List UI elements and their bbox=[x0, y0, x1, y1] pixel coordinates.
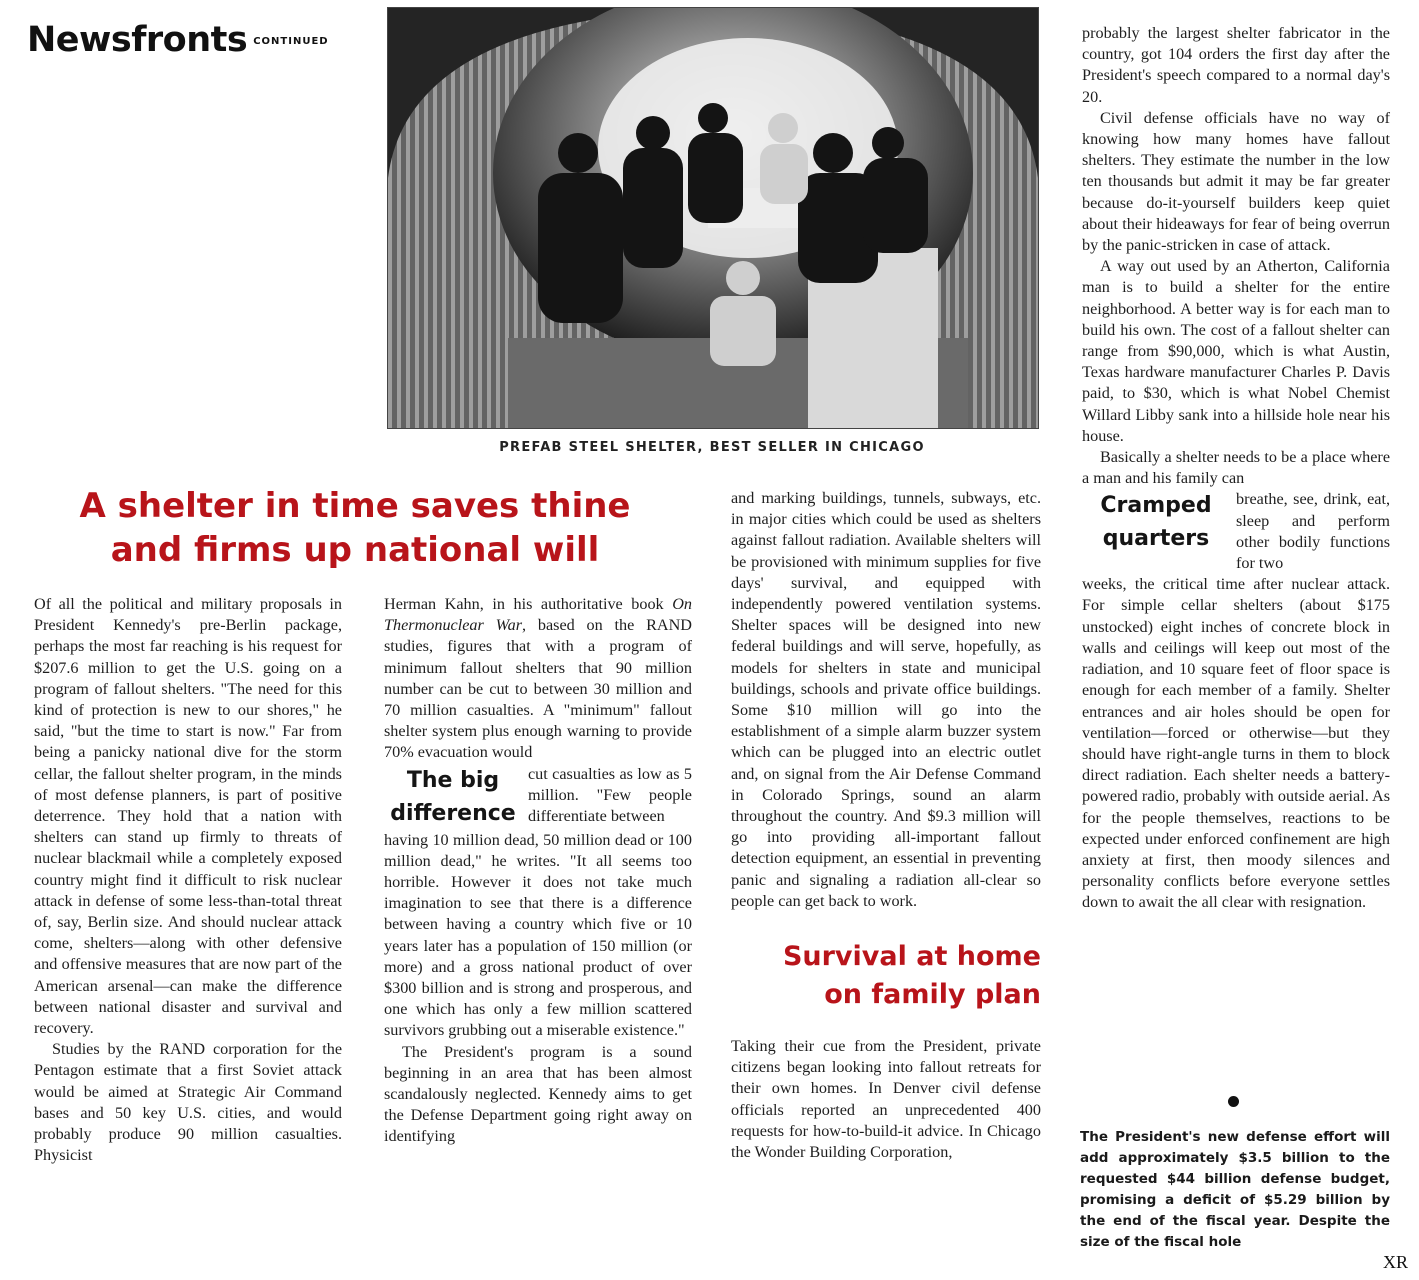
subhead-big-difference bbox=[384, 764, 522, 830]
bullet-separator bbox=[1228, 1096, 1239, 1107]
column-4 bbox=[1082, 23, 1390, 914]
subhead-line-2: difference bbox=[390, 800, 516, 826]
column-2 bbox=[384, 594, 692, 1148]
text-run: , based on the RAND studies, figures that with a program of minimum fallout shelters that 90 million number can be cut to between 30 million and 70 million casualties. A "minimum" fallout shelter system plus enough warning to provide 70% evacuation would bbox=[384, 616, 692, 762]
paragraph bbox=[384, 594, 692, 764]
masthead-title: Newsfronts bbox=[27, 20, 248, 60]
article-headline bbox=[40, 484, 670, 572]
masthead-continued: CONTINUED bbox=[253, 35, 329, 47]
column-3 bbox=[731, 488, 1041, 1163]
paragraph: and marking buildings, tunnels, subways, etc. in major cities which could be used as shelters against fallout radiation. Available shelters will be provisioned with minimum supplies for five days' survival, and equipped with independently powered ventilation systems. Shelter spaces will be designed into new federal buildings and will serve, hopefully, as models for shelters in state and municipal buildings, schools and private office buildings. Some $10 million will go into the establishment of a simple alarm buzzer system which can be plugged into an electric outlet and, on signal from the Air Defense Command in Colorado Springs, sound an alarm throughout the country. And $9.3 million will go into providing all-important fallout detection equipment, an essential in preventing panic and signaling a radiation all-clear so people can get back to work. bbox=[731, 489, 1041, 910]
paragraph: Studies by the RAND corporation for the Pentagon estimate that a first Soviet attack would be aimed at Strategic Air Command bases and 50 key U.S. cities, and would probably produce 90 million casualties. Physicist bbox=[34, 1040, 342, 1165]
paragraph: Civil defense officials have no way of knowing how many homes have fallout shelters. They estimate the number in the low ten thousands but admit it may be far greater because do-it-yourself builders keep quiet about their hideaways for fear of being overrun by the panic-stricken in case of attack. bbox=[1082, 108, 1390, 255]
book-title: On Thermonuclear War bbox=[384, 595, 692, 635]
paragraph: Of all the political and military proposals in President Kennedy's pre-Berlin package, perhaps the most far reaching is his request for $207.6 million to get the U.S. going on a program of fallout shelters. "The need for this kind of protection is new to our shores," he said, "but the time to start is now." Far from being a panicky national dive for the storm cellar, the fallout shelter program, in the minds of most defense planners, is part of positive deterrence. They hold that a nation with shelters can stand up firmly to threats of nuclear blackmail while a completely exposed country might find it difficult to risk nuclear attack in defense of some less-than-total threat of, say, Berlin size. And should nuclear attack come, shelters—along with other defensive and offensive measures that are now part of the American arsenal—can make the difference between national disaster and survival and recovery. bbox=[34, 595, 342, 1038]
subhead-wrap-block bbox=[384, 764, 692, 830]
paragraph: Taking their cue from the President, private citizens began looking into fallout retreats for their own homes. In Denver civil defense officials reported an unprecedented 400 requests for how-to-build-it advice. In Chicago the Wonder Building Corporation, bbox=[731, 1037, 1041, 1162]
paragraph: having 10 million dead, 50 million dead or 100 million dead," he writes. "It all seems too horrible. However it does not take much imagination to see that there is a difference between having a country which five or 10 years later has a population of 150 million (or more) and a gross national product of over $300 billion and is strong and prosperous, and one which has only a few million scattered survivors grubbing out a miserable existence." bbox=[384, 830, 692, 1040]
paragraph: probably the largest shelter fabricator in the country, got 104 orders the first day after the President's speech compared to a normal day's 20. bbox=[1082, 24, 1390, 106]
paragraph: cut casualties as low as 5 million. "Few people differentiate between bbox=[528, 764, 692, 826]
headline-line-2: and firms up national will bbox=[110, 530, 600, 570]
section-masthead bbox=[27, 20, 329, 60]
subhead-cramped-quarters bbox=[1082, 489, 1230, 555]
shelter-photo bbox=[387, 7, 1039, 429]
subhead-line-1: Survival at home bbox=[782, 941, 1041, 973]
paragraph: weeks, the critical time after nuclear attack. For simple cellar shelters (about $175 unstocked) eight inches of concrete block in walls and ceilings will keep out most of the radiation, and 10 square feet of floor space is enough for each member of a family. Shelter entrances and air holes should be open for ventilation—forced or otherwise—but they should have right-angle turns in them to block direct radiation. Each shelter needs a battery-powered radio, probably with outside aerial. As for the people themselves, reactions to be expected under enforced confinement are high anxiety at first, then moody silences and personality conflicts before everyone settles down to await the all clear with resignation. bbox=[1082, 575, 1390, 912]
photo-caption: PREFAB STEEL SHELTER, BEST SELLER IN CHICAGO bbox=[499, 440, 925, 455]
shelter-photo-illustration bbox=[388, 8, 1038, 428]
paragraph: Basically a shelter needs to be a place where a man and his family can bbox=[1082, 448, 1390, 488]
paragraph: The President's program is a sound beginning in an area that has been almost scandalously neglected. Kennedy aims to get the Defense Department going right away on identifying bbox=[384, 1042, 692, 1146]
column-1 bbox=[34, 594, 342, 1166]
headline-line-1: A shelter in time saves thine bbox=[79, 486, 631, 526]
subhead-line-1: Cramped bbox=[1100, 493, 1212, 519]
defense-budget-note: The President's new defense effort will add approximately $3.5 billion to the requested $44 billion defense budget, promising a deficit of $5.29 billion by the end of the fiscal year. Despite the size of the fiscal hole bbox=[1080, 1129, 1390, 1250]
subhead-wrap-block bbox=[1082, 489, 1390, 574]
paragraph: breathe, see, drink, eat, sleep and perform other bodily functions for two bbox=[1236, 490, 1390, 573]
subhead-line-2: on family plan bbox=[824, 979, 1041, 1011]
watermark-text: XR bbox=[1383, 1252, 1409, 1272]
paragraph: A way out used by an Atherton, California man is to build a shelter for the entire neighborhood. A better way is for each man to build his own. The cost of a fallout shelter can range from $90,000, which is what Austin, Texas hardware manufacturer Charles P. Davis paid, to $30, which is what Nobel Chemist Willard Libby sank into a hillside hole near his house. bbox=[1082, 257, 1390, 445]
text-run: Herman Kahn, in his authoritative book bbox=[384, 595, 673, 613]
subhead-line-2: quarters bbox=[1102, 526, 1210, 552]
subhead-line-1: The big bbox=[406, 767, 500, 793]
subhead-survival-at-home bbox=[731, 938, 1041, 1014]
